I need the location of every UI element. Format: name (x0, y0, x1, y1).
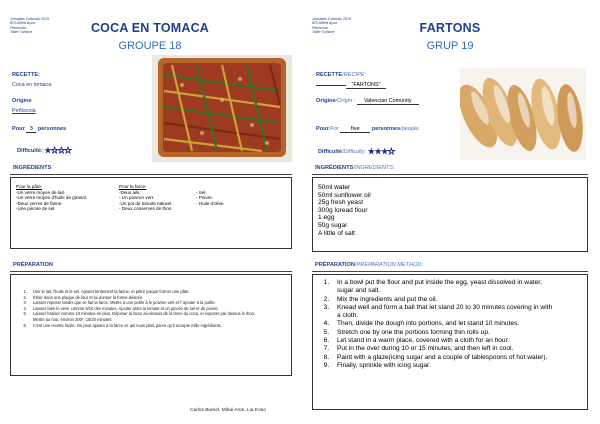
authors: Carlos Burriel, Mihai Aron, Lia Kono (190, 408, 266, 413)
step: 6. C'est une recette facile. On peut ajouter à la farce ce qui nous plait, parce qu'il accepte mille ingrédients. (28, 323, 261, 329)
difficulty-line: Difficulté/Difficulty: ★★★★ (318, 147, 395, 156)
filling-list: Pour la farce: -Deux ails. - Un poivron vert. -Un pot de tomate naturel. - Deux conserves de thon. (119, 184, 173, 211)
star-filled-icon: ★ (44, 146, 52, 155)
fartons-illustration (460, 68, 586, 160)
preparation-header: PRÉPARATION/PREPARATION METHOD: (312, 262, 588, 272)
difficulty-stars (44, 147, 71, 155)
ingredients-header: INGRÉDIENTS (10, 165, 292, 175)
dough-list: Pour la pâte: -Un verre moyen de lait. -Un verre moyen d'huile de girasol. -Deux verres de farine. -Une pincée de sel. (16, 184, 88, 211)
recipe-photo (152, 55, 292, 162)
ingredients-box (312, 177, 588, 252)
recipe-title: COCA EN TOMACA (90, 21, 210, 35)
step: 5. Stretch one by one the portions forming thin rolls up. (331, 329, 553, 337)
step: 1. In a bowl put the flour and put inside the egg, yeast dissolved in water, sugar and salt. (331, 279, 553, 296)
persons-line: Pour 3 personnes (12, 126, 67, 132)
recipe-value: Coca en tomaca (12, 82, 52, 88)
ingredient-item: 1 egg (318, 214, 335, 222)
ingredient-item: 50g sugar (318, 221, 348, 229)
persons-count: 3 (26, 126, 36, 133)
ingredient-item: 50ml sunflower oil (318, 191, 371, 199)
star-empty-icon: ★ (51, 146, 58, 155)
preparation-box (312, 274, 588, 410)
recipe-label: RECETTE: (12, 72, 40, 78)
recipe-title: FARTONS (419, 21, 481, 35)
step: 1. Unir le lait, l'huile et le sel. Ajouter lentement la farine, et pétrir jusque former une pâte. (28, 289, 261, 295)
star-empty-icon: ★ (64, 146, 72, 155)
persons-line: Pour/For five personnes/people. (316, 126, 421, 132)
school-info: Jornades Culturals 2015 IES Alfred Ayza Peníscola Taller Turisme (10, 17, 49, 35)
star-filled-icon: ★ (374, 147, 382, 156)
school-info: Jornades Culturals 2015 IES Alfred Ayza Peníscola Taller Turisme (312, 17, 351, 35)
ingredient-item: 50ml water (318, 184, 351, 191)
preparation-box (10, 274, 292, 376)
ingredients-header: INGRÉDIENTS/INGREDIENTS: (312, 165, 588, 175)
difficulty-line: Difficulté: ★★★★ (17, 146, 72, 155)
step: 7. Put in the over during 10 or 15 minutes, and then left in cool. (331, 345, 553, 353)
step: 8. Paint with a glaze(icing sugar and a couple of tablespoons of hot water). (331, 354, 553, 362)
step: 4. Then, divide the dough into portions, and let stand 10 minutes. (331, 320, 553, 328)
ingredients-box (10, 177, 292, 249)
preparation-header: PRÉPARATION (10, 262, 292, 272)
step: 2. Étirer dans une plaque de four et lui donner la forme désirée. (28, 295, 261, 301)
recipe-value: "FARTONS" (316, 82, 386, 89)
step: 3. Knead well and form a ball that let stand 20 to 30 minutes covering in with a cloth. (331, 304, 553, 321)
step: 3. Laisser reposer tandis que se fait la farce. Mettre à une poêle à le poivron vert et l' ajouter à la poêle. (28, 300, 261, 306)
persons-count: five (340, 126, 370, 133)
recipe-label: RECETTE/RECIPE: (316, 72, 367, 78)
group-label: GRUP 19 (426, 40, 474, 52)
ingredient-item: 25g fresh yeast (318, 199, 364, 207)
ingredient-item: 300g loread flour (318, 206, 368, 214)
group-label: GROUPE 18 (118, 40, 182, 52)
right-recipe-page (300, 0, 600, 424)
step: 4. Laisser faire le venir comme 5/10 des minutes. Ajouter alors la tomate et un pincée de sel et de poivre. (28, 306, 261, 312)
difficulty-stars (368, 148, 395, 156)
origin-label: Origine (12, 98, 32, 104)
recipe-photo (460, 68, 586, 160)
filling-list-extra: - Sel. - Poivre. - Huile d'olive. (196, 189, 225, 206)
step: 2. Mix the ingredients and put the oil. (331, 296, 553, 304)
ingredient-item: A little of salt (318, 229, 356, 237)
step: 6. Let stand in a warm place, covered with a cloth for an hour. (331, 337, 553, 345)
origin-value: Peñíscola (12, 108, 36, 114)
step: 9. Finally, sprinkle with icing sugar. (331, 362, 553, 370)
step: 5. Laisser braiser comme 10 minutes en plus. Déposer la farce au-dessus de la farce du coca, et exposer par dessus le thon. Mettre au four, environ 200º, 15/20 minutes. (28, 311, 261, 322)
coca-illustration (152, 55, 292, 162)
origin-line: Origine/Origin : Valencian Comunity (316, 98, 419, 105)
star-empty-icon: ★ (387, 147, 395, 156)
star-empty-icon: ★ (57, 146, 65, 155)
star-filled-icon: ★ (381, 147, 388, 156)
preparation-steps (11, 289, 261, 328)
preparation-steps (313, 279, 553, 370)
star-filled-icon: ★ (367, 147, 375, 156)
